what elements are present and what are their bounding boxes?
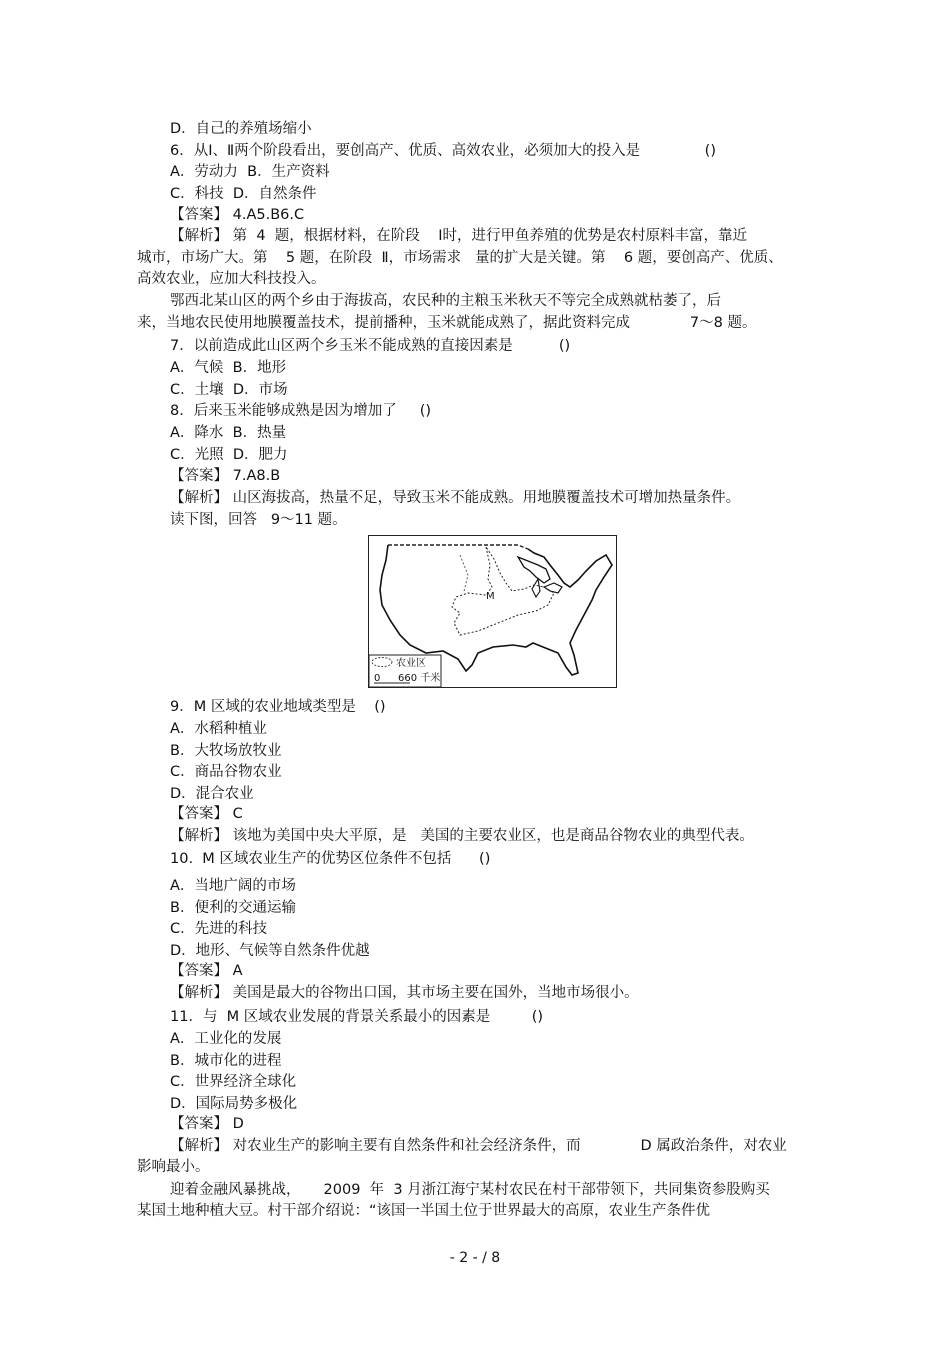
question-10: 10. M 区域农业生产的优势区位条件不包括 () (170, 851, 491, 867)
answer-10: 【答案】 A (170, 963, 243, 979)
analysis-4-6-cont: 城市，市场广大。第 5 题，在阶段 Ⅱ，市场需求 量的扩大是关键。第 6 题，要创高产、优质、 (137, 250, 783, 266)
scale-value: 660 千米 (398, 673, 441, 684)
analysis-11-cont: 影响最小。 (137, 1159, 210, 1175)
analysis-7-8: 【解析】 山区海拔高，热量不足，导致玉米不能成熟。用地膜覆盖技术可增加热量条件。 (170, 490, 741, 506)
legend-label: 农业区 (396, 658, 426, 669)
passage-next-cont: 某国土地种植大豆。村干部介绍说：“该国一半国土位于世界最大的高原，农业生产条件优 (137, 1203, 711, 1219)
answer-11: 【答案】 D (170, 1116, 244, 1132)
option-10c: C．先进的科技 (170, 921, 268, 937)
option-11d: D．国际局势多极化 (170, 1096, 298, 1112)
question-7: 7．以前造成此山区两个乡玉米不能成熟的直接因素是 () (170, 338, 571, 354)
question-11: 11．与 M 区域农业发展的背景关系最小的因素是 () (170, 1009, 544, 1025)
options-7-ab: A．气候 B．地形 (170, 360, 287, 376)
options-8-ab: A．降水 B．热量 (170, 425, 287, 441)
scale-zero: 0 (374, 673, 381, 684)
text-line: D．自己的养殖场缩小 (170, 121, 312, 137)
question-8: 8．后来玉米能够成熟是因为增加了 () (170, 403, 432, 419)
analysis-4-6: 【解析】 第 4 题，根据材料，在阶段 Ⅰ时，进行甲鱼养殖的优势是农村原料丰富，靠近 (170, 228, 747, 244)
option-10a: A．当地广阔的市场 (170, 878, 296, 894)
option-9d: D．混合农业 (170, 786, 254, 802)
passage-7-8: 鄂西北某山区的两个乡由于海拔高，农民种的主粮玉米秋天不等完全成熟就枯萎了，后 (170, 293, 721, 309)
option-11a: A．工业化的发展 (170, 1031, 282, 1047)
options-6-ab: A．劳动力 B．生产资料 (170, 164, 330, 180)
answer-7-8: 【答案】 7.A8.B (170, 468, 281, 484)
option-9c: C．商品谷物农业 (170, 764, 282, 780)
analysis-10: 【解析】 美国是最大的谷物出口国，其市场主要在国外，当地市场很小。 (170, 985, 639, 1001)
option-9b: B．大牧场放牧业 (170, 743, 282, 759)
page-number: - 2 - / 8 (449, 1250, 501, 1266)
passage-7-8-cont: 来，当地农民使用地膜覆盖技术，提前播种，玉米就能成熟了，据此资料完成 7～8 题。 (137, 315, 757, 331)
map-region-label: M (486, 591, 495, 602)
options-6-cd: C．科技 D．自然条件 (170, 186, 317, 202)
option-11b: B．城市化的进程 (170, 1053, 282, 1069)
passage-next: 迎着金融风暴挑战， 2009 年 3 月浙江海宁某村农民在村干部带领下，共同集资参股购买 (170, 1182, 770, 1198)
analysis-4-6-cont: 高效农业，应加大科技投入。 (137, 271, 326, 287)
answer-9: 【答案】 C (170, 806, 243, 822)
analysis-9: 【解析】 该地为美国中央大平原，是 美国的主要农业区，也是商品谷物农业的典型代表。 (170, 828, 754, 844)
question-6: 6．从Ⅰ、Ⅱ两个阶段看出，要创高产、优质、高效农业，必须加大的投入是 () (170, 143, 716, 159)
answer-4-6: 【答案】 4.A5.B6.C (170, 207, 305, 223)
option-10d: D．地形、气候等自然条件优越 (170, 943, 370, 959)
question-9: 9．M 区域的农业地域类型是 () (170, 699, 386, 715)
us-agriculture-map (368, 535, 617, 688)
analysis-11: 【解析】 对农业生产的影响主要有自然条件和社会经济条件，而 D 属政治条件，对农业 (170, 1138, 787, 1154)
option-9a: A．水稻种植业 (170, 721, 267, 737)
options-8-cd: C．光照 D．肥力 (170, 447, 288, 463)
option-10b: B．便利的交通运输 (170, 900, 296, 916)
option-11c: C．世界经济全球化 (170, 1074, 297, 1090)
options-7-cd: C．土壤 D．市场 (170, 382, 288, 398)
map-intro: 读下图，回答 9～11 题。 (170, 512, 347, 528)
